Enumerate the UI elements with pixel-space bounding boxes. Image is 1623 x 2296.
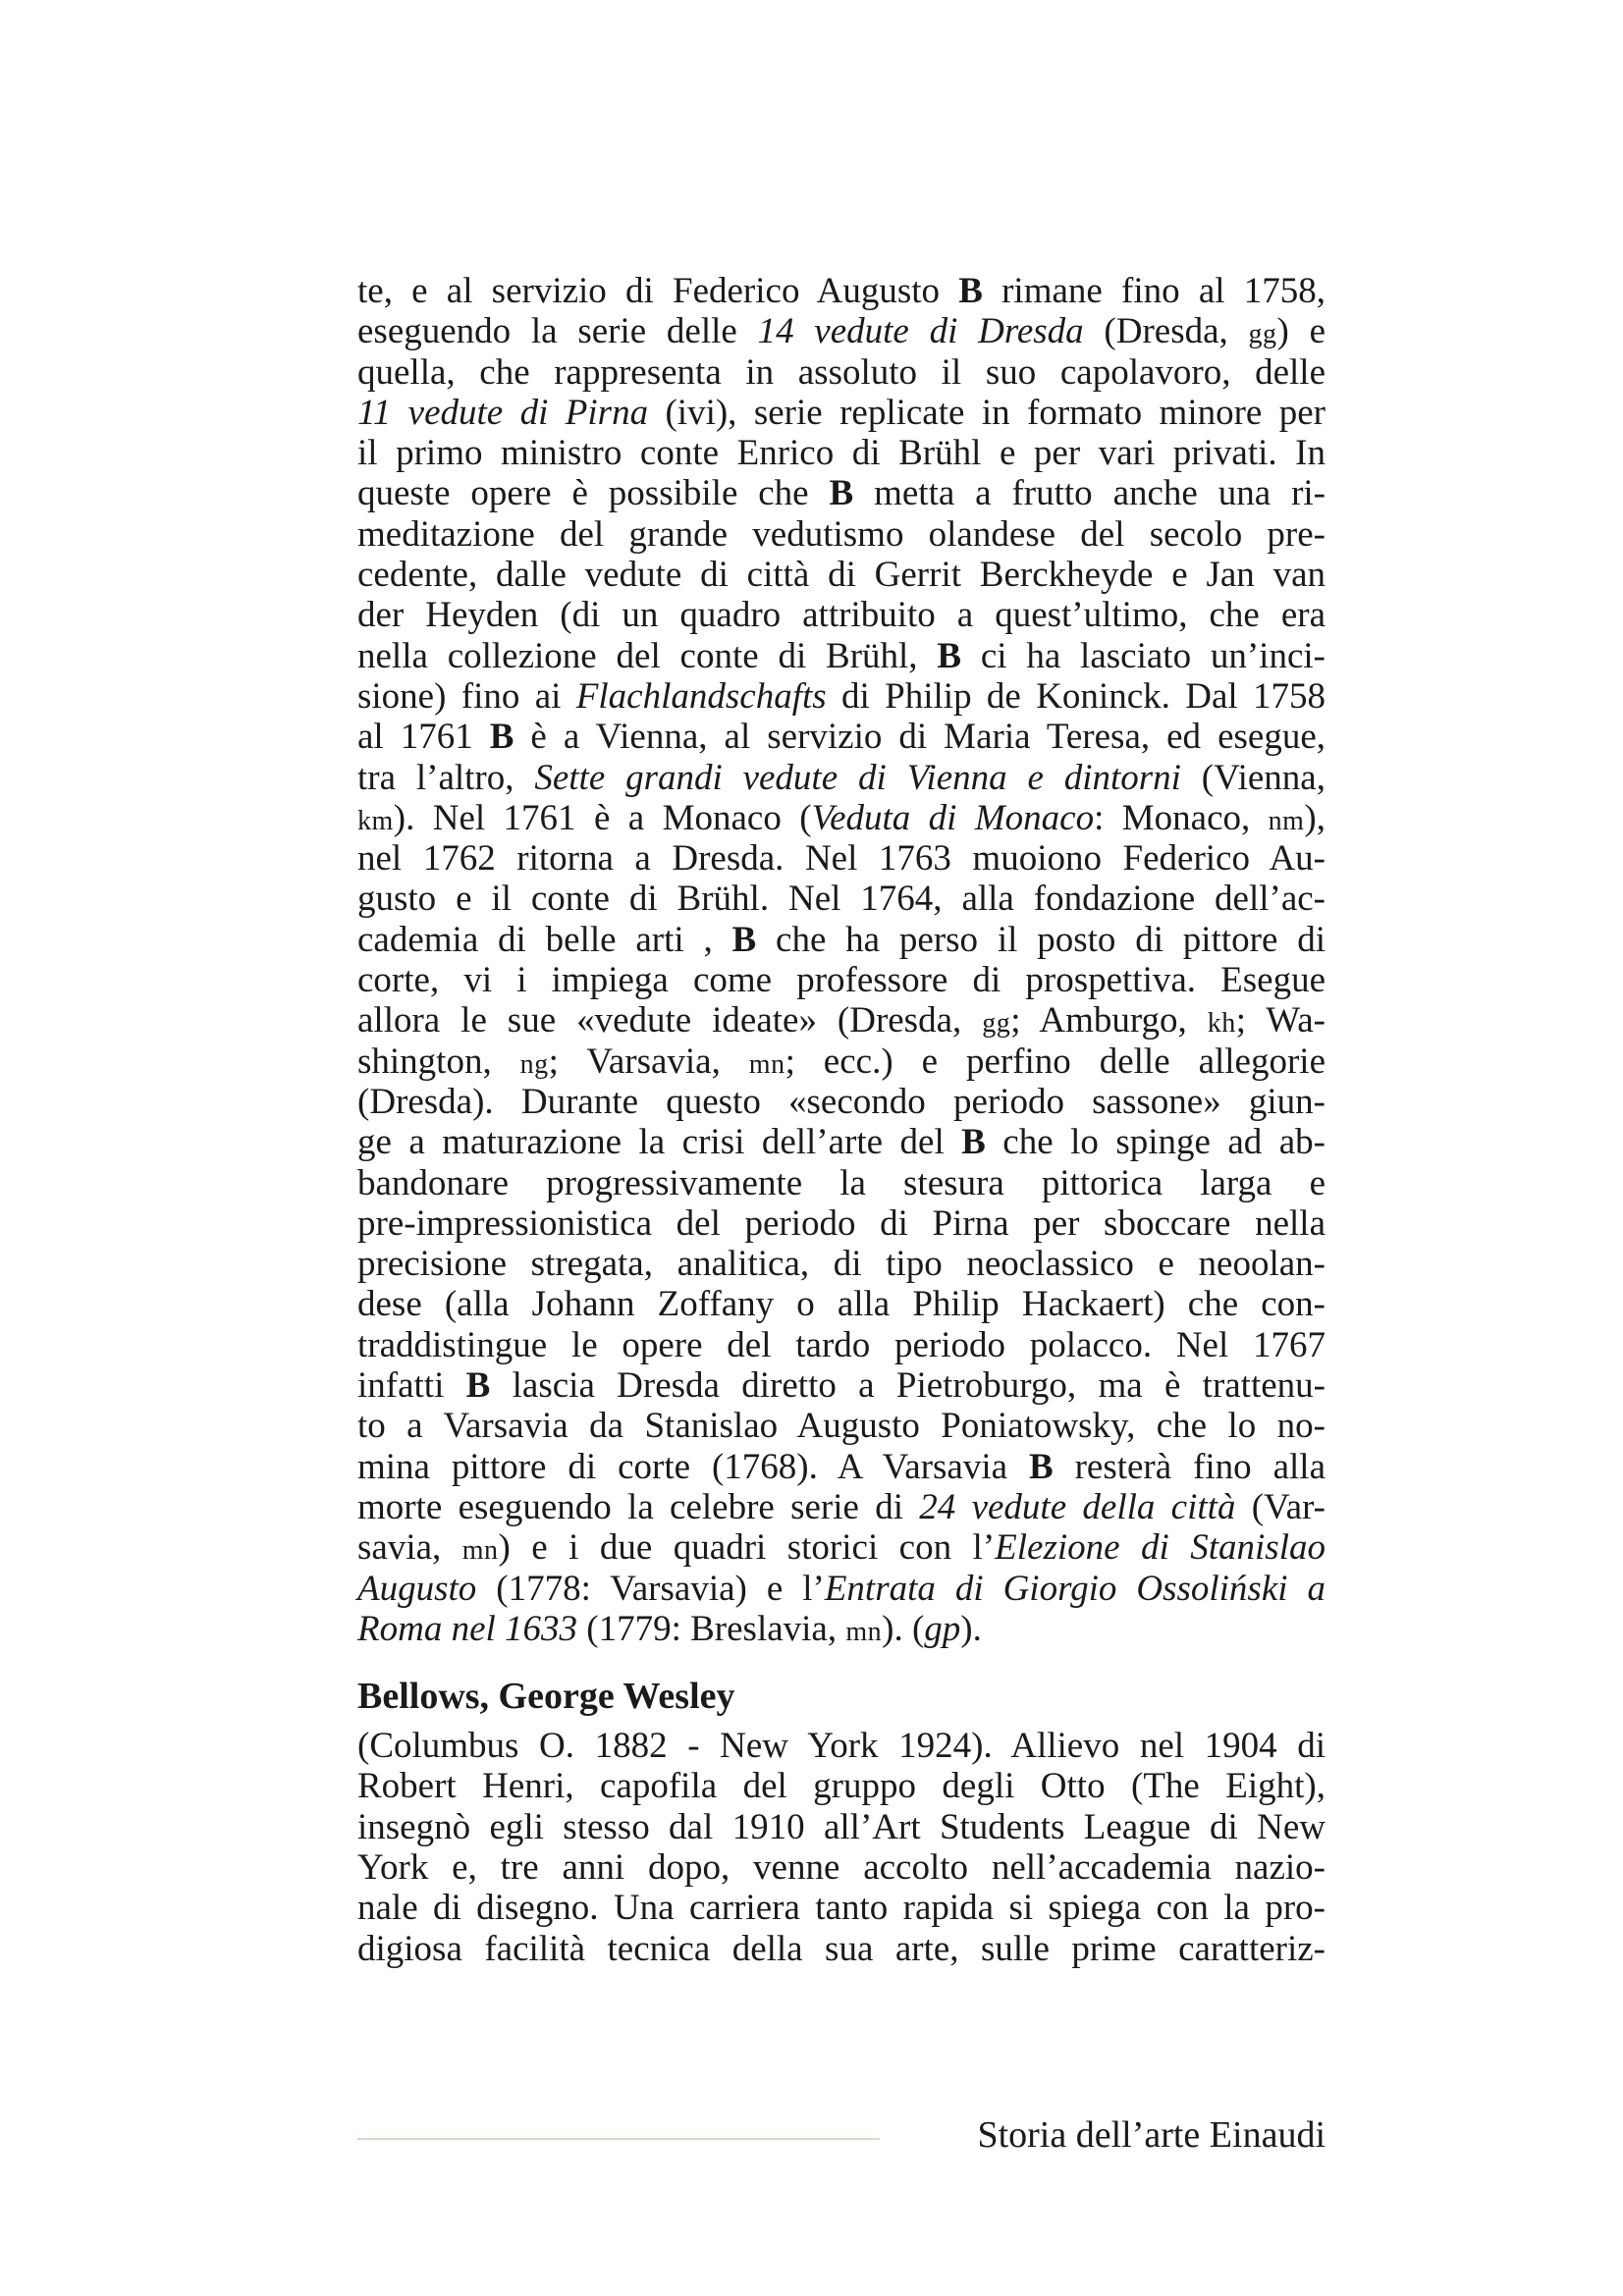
text-run: queste opere è possibile che <box>357 473 830 514</box>
text-run: il primo ministro conte Enrico di Brühl e per vari privati. In <box>357 433 1325 474</box>
body-line <box>357 758 1325 798</box>
text-run: eseguendo la serie delle <box>357 311 758 352</box>
text-run: ci ha lasciato un’inci- <box>961 635 1325 676</box>
text-run: corte, vi i impiega come professore di prospettiva. Esegue <box>357 960 1325 1001</box>
text-run: nella collezione del conte di Brühl, <box>357 635 938 676</box>
text-run: der Heyden (di un quadro attribuito a quest’ultimo, che era <box>357 595 1325 636</box>
text-run: è a Vienna, al servizio di Maria Teresa, ed esegue, <box>514 717 1325 758</box>
body-line <box>357 1569 1325 1609</box>
body-line <box>357 798 1325 838</box>
text-run: nale di disegno. Una carriera tanto rapida si spiega con la pro- <box>357 1888 1325 1929</box>
body-line <box>357 920 1325 960</box>
text-run: km <box>357 805 394 836</box>
text-run: ; Wa- <box>1235 1000 1325 1041</box>
text-run: (1778: Varsavia) e l’ <box>476 1568 825 1609</box>
entry-title: Bellows, George Wesley <box>357 1676 735 1718</box>
text-run: to a Varsavia da Stanislao Augusto Poniatowsky, che lo no- <box>357 1406 1325 1447</box>
text-run: mn <box>748 1048 785 1080</box>
body-line <box>357 1244 1325 1284</box>
text-run: B <box>1028 1446 1054 1487</box>
text-run: (Columbus O. 1882 - New York 1924). Allievo nel 1904 di <box>357 1726 1325 1767</box>
text-run: lascia Dresda diretto a Pietroburgo, ma è trattenu- <box>490 1365 1325 1407</box>
text-run: 14 vedute di Dresda <box>757 311 1084 352</box>
text-run: (Dresda). Durante questo «secondo periodo sassone» giun- <box>357 1081 1325 1122</box>
text-run: Robert Henri, capofila del gruppo degli Otto (The Eight), <box>357 1766 1325 1807</box>
text-run: (Dresda, <box>1083 311 1249 352</box>
body-line <box>357 1041 1325 1082</box>
text-run: ng <box>519 1048 549 1080</box>
text-run: resterà fino alla <box>1053 1446 1326 1487</box>
body-line <box>357 1365 1325 1406</box>
text-run: B <box>958 271 983 311</box>
body-line <box>357 838 1325 879</box>
text-run: gg <box>982 1008 1011 1040</box>
body-line <box>357 514 1325 555</box>
text-run: (ivi), serie replicate in formato minore per <box>648 392 1325 433</box>
body-line <box>357 433 1325 473</box>
text-run: ), <box>1304 797 1325 838</box>
entry-line <box>357 1847 1325 1888</box>
body-line <box>357 352 1325 393</box>
text-run: 24 vedute della città <box>919 1486 1236 1527</box>
text-run: rimane fino al 1758, <box>982 271 1325 311</box>
text-run: che lo spinge ad ab- <box>985 1122 1325 1163</box>
body-line <box>357 1527 1325 1568</box>
text-run: metta a frutto anche una ri- <box>853 473 1325 514</box>
text-run: mn <box>845 1616 883 1647</box>
text-run: Sette grandi vedute di Vienna e dintorni <box>534 757 1181 798</box>
text-run: quella, che rappresenta in assoluto il suo capolavoro, delle <box>357 351 1325 393</box>
entry-line <box>357 1726 1325 1766</box>
body-line <box>357 1406 1325 1446</box>
body-text <box>357 271 1325 1649</box>
body-line <box>357 676 1325 717</box>
entry-line <box>357 1807 1325 1847</box>
text-run: ). ( <box>882 1608 925 1649</box>
text-run: mina pittore di corte (1768). A Varsavia <box>357 1446 1029 1487</box>
body-line <box>357 1284 1325 1324</box>
body-line <box>357 1000 1325 1041</box>
body-line <box>357 717 1325 757</box>
body-line <box>357 1609 1325 1649</box>
text-run: (Vienna, <box>1180 757 1325 798</box>
text-run: sione) fino ai <box>357 675 576 717</box>
text-run: kh <box>1207 1008 1236 1040</box>
body-line <box>357 636 1325 676</box>
body-line <box>357 1487 1325 1527</box>
footer-text: Storia dell’arte Einaudi <box>977 2114 1325 2156</box>
text-run: savia, <box>357 1527 462 1569</box>
body-line <box>357 1163 1325 1203</box>
text-run: ; Varsavia, <box>548 1041 749 1082</box>
page-content <box>357 271 1325 1969</box>
text-run: Entrata di Giorgio Ossoliński a <box>824 1568 1325 1609</box>
text-run: B <box>465 1365 491 1407</box>
text-run: ge a maturazione la crisi dell’arte del <box>357 1122 962 1163</box>
text-run: ) e <box>1276 311 1325 352</box>
text-run: allora le sue «vedute ideate» (Dresda, <box>357 1000 983 1041</box>
text-run: Augusto <box>357 1568 477 1609</box>
entry-line <box>357 1766 1325 1806</box>
text-run: shington, <box>357 1041 520 1082</box>
text-run: Elezione di Stanislao <box>995 1527 1325 1569</box>
body-line <box>357 1203 1325 1244</box>
body-line <box>357 595 1325 635</box>
text-run: (1779: Breslavia, <box>577 1608 846 1649</box>
text-run: B <box>961 1122 986 1163</box>
text-run: B <box>937 635 962 676</box>
text-run: ). Nel 1761 è a Monaco ( <box>393 797 812 838</box>
body-line <box>357 555 1325 595</box>
footer-rule <box>357 2138 880 2140</box>
text-run: tra l’altro, <box>357 757 535 798</box>
text-run: insegnò egli stesso dal 1910 all’Art Students League di New <box>357 1806 1325 1847</box>
text-run: nm <box>1268 805 1305 836</box>
body-line <box>357 473 1325 513</box>
body-line <box>357 1325 1325 1365</box>
text-run: meditazione del grande vedutismo olandese del secolo pre- <box>357 513 1325 555</box>
text-run: digiosa facilità tecnica della sua arte, sulle prime caratteriz- <box>357 1928 1325 1969</box>
entry-line <box>357 1929 1325 1969</box>
text-run: ). <box>960 1608 982 1649</box>
text-run: Flachlandschafts <box>575 675 827 717</box>
text-run: B <box>731 919 757 960</box>
text-run: al 1761 <box>357 717 490 758</box>
entry-line <box>357 1888 1325 1928</box>
text-run: bandonare progressivamente la stesura pittorica larga e <box>357 1162 1325 1203</box>
text-run: (Var- <box>1235 1486 1326 1527</box>
text-run: nel 1762 ritorna a Dresda. Nel 1763 muoiono Federico Au- <box>357 838 1325 880</box>
text-run: Roma nel 1633 <box>357 1608 578 1649</box>
entry-text <box>357 1726 1325 1969</box>
body-line <box>357 1122 1325 1162</box>
text-run: cedente, dalle vedute di città di Gerrit Berckheyde e Jan van <box>357 555 1325 596</box>
text-run: gusto e il conte di Brühl. Nel 1764, alla fondazione dell’ac- <box>357 879 1325 920</box>
text-run: traddistingue le opere del tardo periodo polacco. Nel 1767 <box>357 1324 1325 1365</box>
text-run: dese (alla Johann Zoffany o alla Philip Hackaert) che con- <box>357 1284 1325 1325</box>
body-line <box>357 393 1325 433</box>
text-run: infatti <box>357 1365 466 1407</box>
text-run: morte eseguendo la celebre serie di <box>357 1486 920 1527</box>
body-line <box>357 1082 1325 1122</box>
text-run: 11 vedute di Pirna <box>357 392 649 433</box>
text-run: ) e i due quadri storici con l’ <box>498 1527 996 1569</box>
text-run: ; Amburgo, <box>1010 1000 1208 1041</box>
text-run: B <box>489 717 514 758</box>
text-run: gg <box>1248 319 1277 350</box>
body-line <box>357 271 1325 311</box>
text-run: che ha perso il posto di pittore di <box>756 919 1325 960</box>
text-run: cademia di belle arti , <box>357 919 732 960</box>
body-line <box>357 879 1325 919</box>
text-run: : Monaco, <box>1094 797 1269 838</box>
text-run: York e, tre anni dopo, venne accolto nell’accademia nazio- <box>357 1846 1325 1888</box>
body-line <box>357 1447 1325 1487</box>
text-run: gp <box>924 1608 961 1649</box>
text-run: pre-impressionistica del periodo di Pirna per sboccare nella <box>357 1202 1325 1244</box>
body-line <box>357 960 1325 1000</box>
text-run: ; ecc.) e perfino delle allegorie <box>784 1041 1326 1082</box>
text-run: di Philip de Koninck. Dal 1758 <box>826 675 1326 717</box>
text-run: te, e al servizio di Federico Augusto <box>357 271 959 311</box>
text-run: B <box>829 473 854 514</box>
text-run: Veduta di Monaco <box>811 797 1095 838</box>
text-run: mn <box>461 1535 499 1567</box>
text-run: precisione stregata, analitica, di tipo neoclassico e neoolan- <box>357 1244 1325 1285</box>
body-line <box>357 311 1325 351</box>
